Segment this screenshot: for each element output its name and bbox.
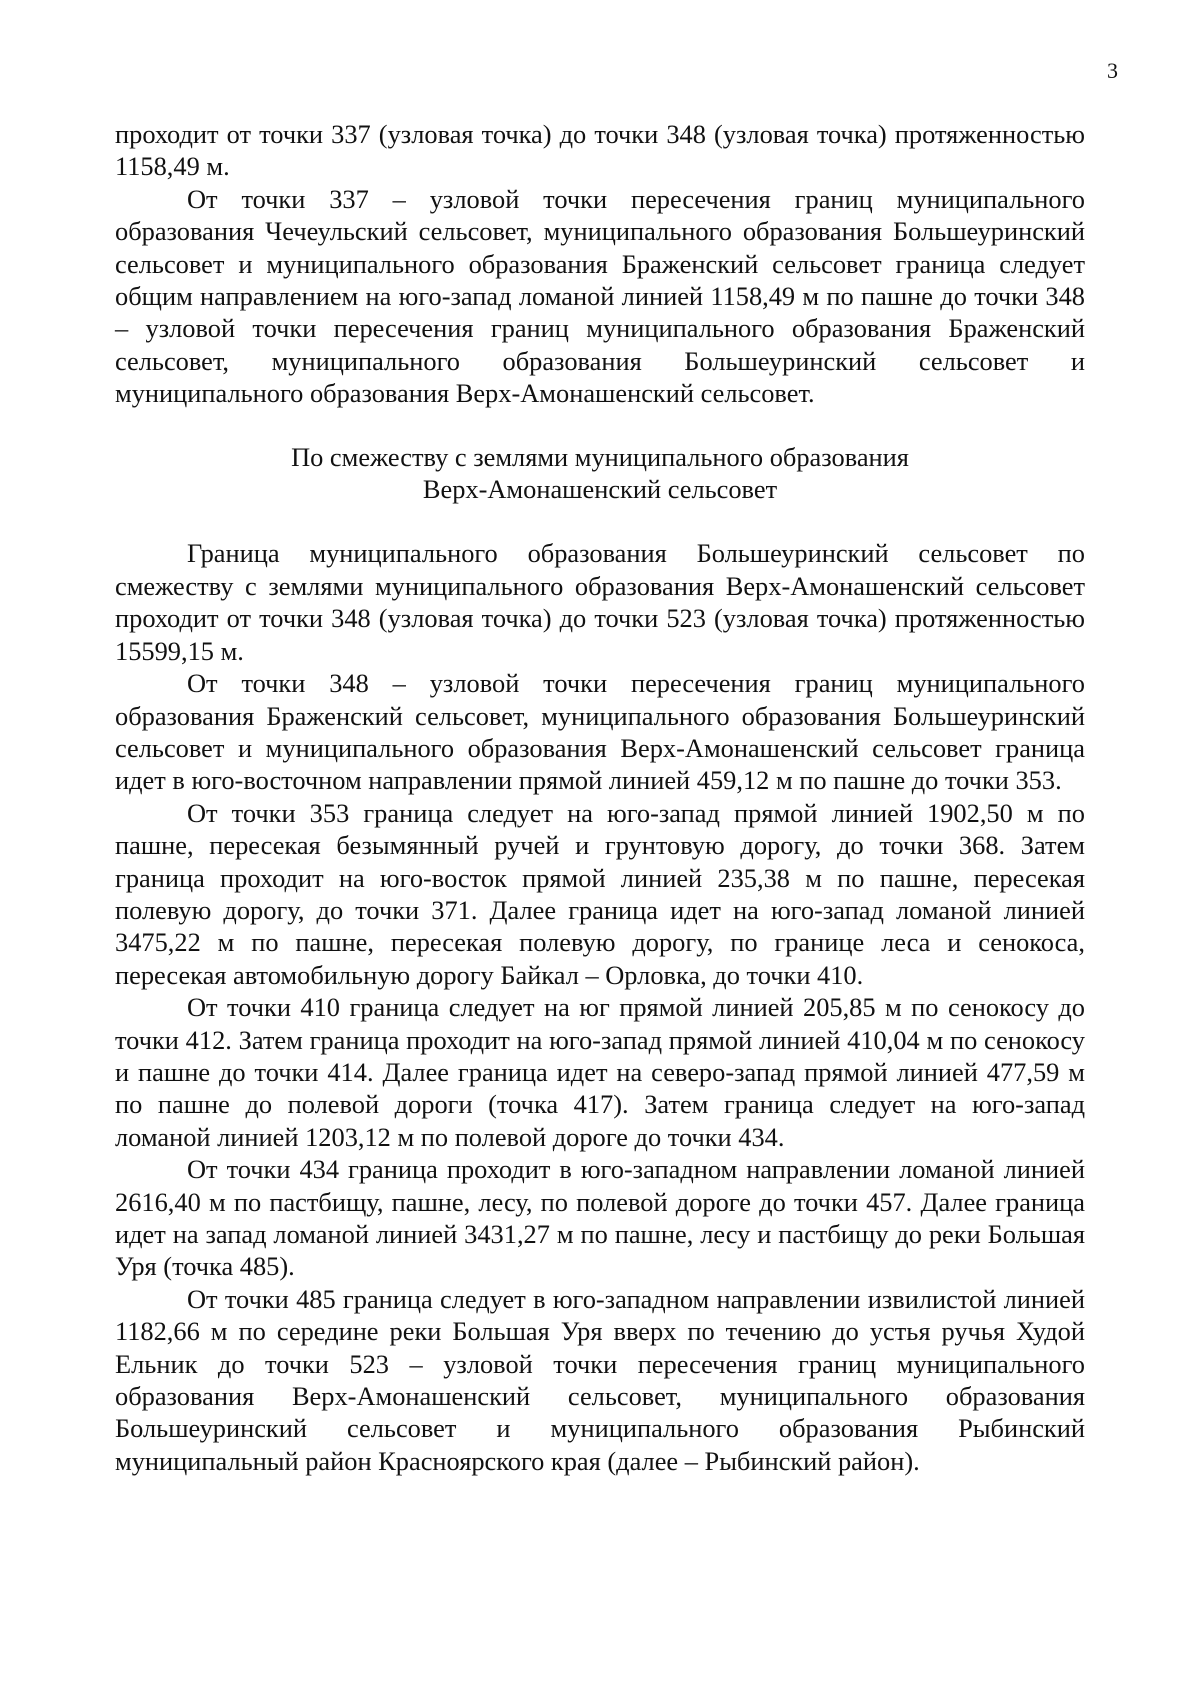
section-heading-line-1: По смежеству с землями муниципального образования	[291, 441, 909, 472]
paragraph: От точки 348 – узловой точки пересечения границ муниципального образования Браженский сельсовет, муниципального образования Большеуринский сельсовет и муниципального образования Верх-Амонашенский сельсовет граница идет в юго-восточном направлении прямой линией 459,12 м по пашне до точки 353.	[115, 668, 1085, 796]
paragraph: Граница муниципального образования Большеуринский сельсовет по смежеству с землями муниципального образования Верх-Амонашенский сельсовет проходит от точки 348 (узловая точка) до точки 523 (узловая точка) протяженностью 15599,15 м.	[115, 538, 1085, 666]
paragraph: От точки 410 граница следует на юг прямой линией 205,85 м по сенокосу до точки 412. Затем граница проходит на юго-запад прямой линией 410,04 м по сенокосу и пашне до точки 414. Далее граница идет на северо-запад прямой линией 477,59 м по пашне до полевой дороги (точка 417). Затем граница следует на юго-запад ломаной линией 1203,12 м по полевой дороге до точки 434.	[115, 992, 1085, 1152]
paragraph: От точки 337 – узловой точки пересечения границ муниципального образования Чечеульский сельсовет, муниципального образования Большеуринский сельсовет и муниципального образования Браженский сельсовет граница следует общим направлением на юго-запад ломаной линией 1158,49 м по пашне до точки 348 – узловой точки пересечения границ муниципального образования Браженский сельсовет, муниципального образования Большеуринский сельсовет и муниципального образования Верх-Амонашенский сельсовет.	[115, 183, 1085, 409]
document-body	[115, 118, 1085, 1477]
paragraph: От точки 434 граница проходит в юго-западном направлении ломаной линией 2616,40 м по пастбищу, пашне, лесу, по полевой дороге до точки 457. Далее граница идет на запад ломаной линией 3431,27 м по пашне, лесу и пастбищу до реки Большая Уря (точка 485).	[115, 1154, 1085, 1282]
paragraph: От точки 353 граница следует на юго-запад прямой линией 1902,50 м по пашне, пересекая безымянный ручей и грунтовую дорогу, до точки 368. Затем граница проходит на юго-восток прямой линией 235,38 м по пашне, пересекая полевую дорогу, до точки 371. Далее граница идет на юго-запад ломаной линией 3475,22 м по пашне, пересекая полевую дорогу, по границе леса и сенокоса, пересекая автомобильную дорогу Байкал – Орловка, до точки 410.	[115, 797, 1085, 990]
paragraph-continuation: проходит от точки 337 (узловая точка) до точки 348 (узловая точка) протяженностью 1158,49 м.	[115, 119, 1085, 182]
paragraph: От точки 485 граница следует в юго-западном направлении извилистой линией 1182,66 м по середине реки Большая Уря вверх по течению до устья ручья Худой Ельник до точки 523 – узловой точки пересечения границ муниципального образования Верх-Амонашенский сельсовет, муниципального образования Большеуринский сельсовет и муниципального образования Рыбинский муниципальный район Красноярского края (далее – Рыбинский район).	[115, 1283, 1085, 1476]
page-number: 3	[1107, 58, 1118, 83]
section-heading	[115, 441, 1085, 506]
section-heading-line-2: Верх-Амонашенский сельсовет	[422, 474, 778, 505]
